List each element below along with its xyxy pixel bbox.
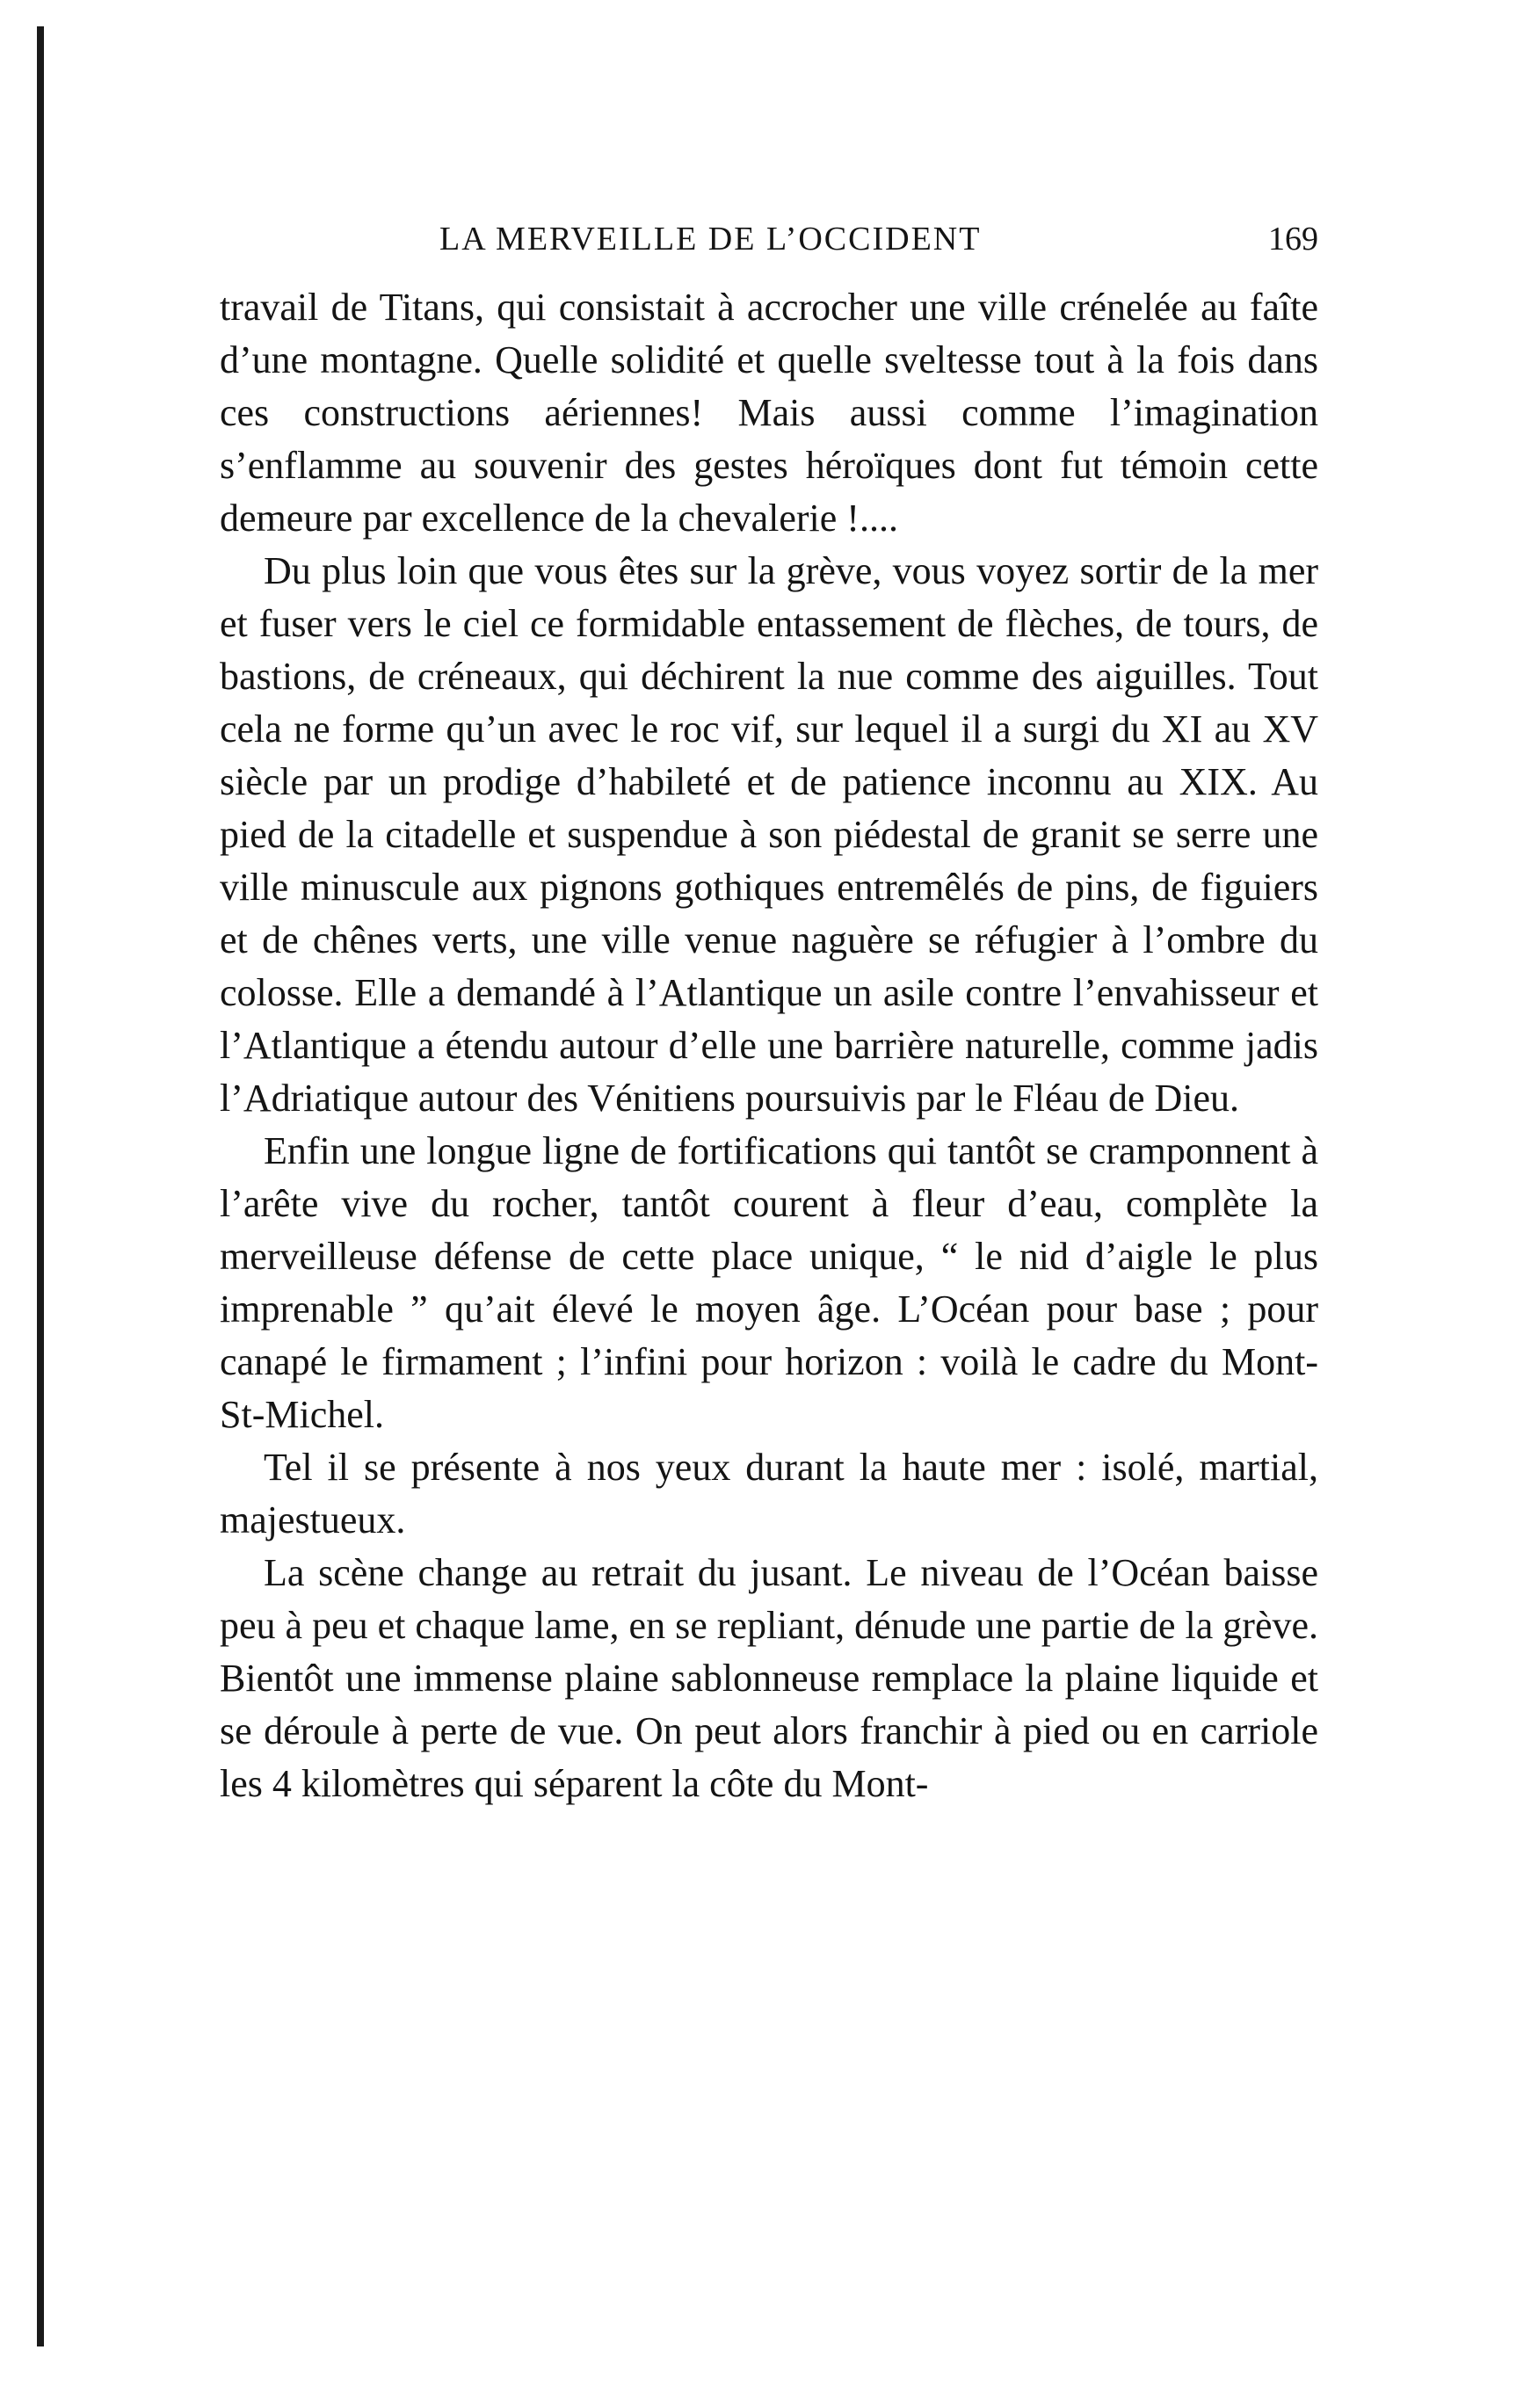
body-text xyxy=(220,281,1318,1810)
paragraph-2: Du plus loin que vous êtes sur la grève, vous voyez sortir de la mer et fuser vers le ciel ce formidable entassement de flèches, de tours, de bastions, de créneaux, qui déchirent la nue comme des aiguilles. Tout cela ne forme qu’un avec le roc vif, sur lequel il a surgi du XI au XV siècle par un prodige d’habileté et de patience inconnu au XIX. Au pied de la citadelle et suspendue à son piédestal de granit se serre une ville minuscule aux pignons gothiques entremêlés de pins, de figuiers et de chênes verts, une ville venue naguère se réfugier à l’ombre du colosse. Elle a demandé à l’Atlantique un asile contre l’envahisseur et l’Atlantique a étendu autour d’elle une barrière naturelle, comme jadis l’Adriatique autour des Vénitiens poursuivis par le Fléau de Dieu. xyxy=(220,549,1318,1120)
paragraph-5: La scène change au retrait du jusant. Le niveau de l’Océan baisse peu à peu et chaque lame, en se repliant, dénude une partie de la grève. Bientôt une immense plaine sablonneuse remplace la plaine liquide et se déroule à perte de vue. On peut alors franchir à pied ou en carriole les 4 kilomètres qui séparent la côte du Mont- xyxy=(220,1551,1318,1805)
page-binding-edge xyxy=(37,26,44,2346)
paragraph-4: Tel il se présente à nos yeux durant la haute mer : isolé, martial, majestueux. xyxy=(220,1446,1318,1541)
paragraph-3: Enfin une longue ligne de fortifications qui tantôt se cramponnent à l’arête vive du rocher, tantôt courent à fleur d’eau, complète la merveilleuse défense de cette place unique, “ le nid d’aigle le plus imprenable ” qu’ait élevé le moyen âge. L’Océan pour base ; pour canapé le firmament ; l’infini pour horizon : voilà le cadre du Mont-St-Michel. xyxy=(220,1129,1318,1436)
running-header xyxy=(220,220,1318,272)
running-title: LA MERVEILLE DE L’OCCIDENT xyxy=(439,221,982,257)
page-number: 169 xyxy=(1268,221,1318,257)
paragraph-1: travail de Titans, qui consistait à accrocher une ville crénelée au faîte d’une montagne. Quelle solidité et quelle sveltesse tout à la fois dans ces constructions aériennes! Mais aussi comme l’imagination s’enflamme au souvenir des gestes héroïques dont fut témoin cette demeure par excellence de la chevalerie !.... xyxy=(220,286,1318,540)
book-page xyxy=(220,220,1318,1810)
